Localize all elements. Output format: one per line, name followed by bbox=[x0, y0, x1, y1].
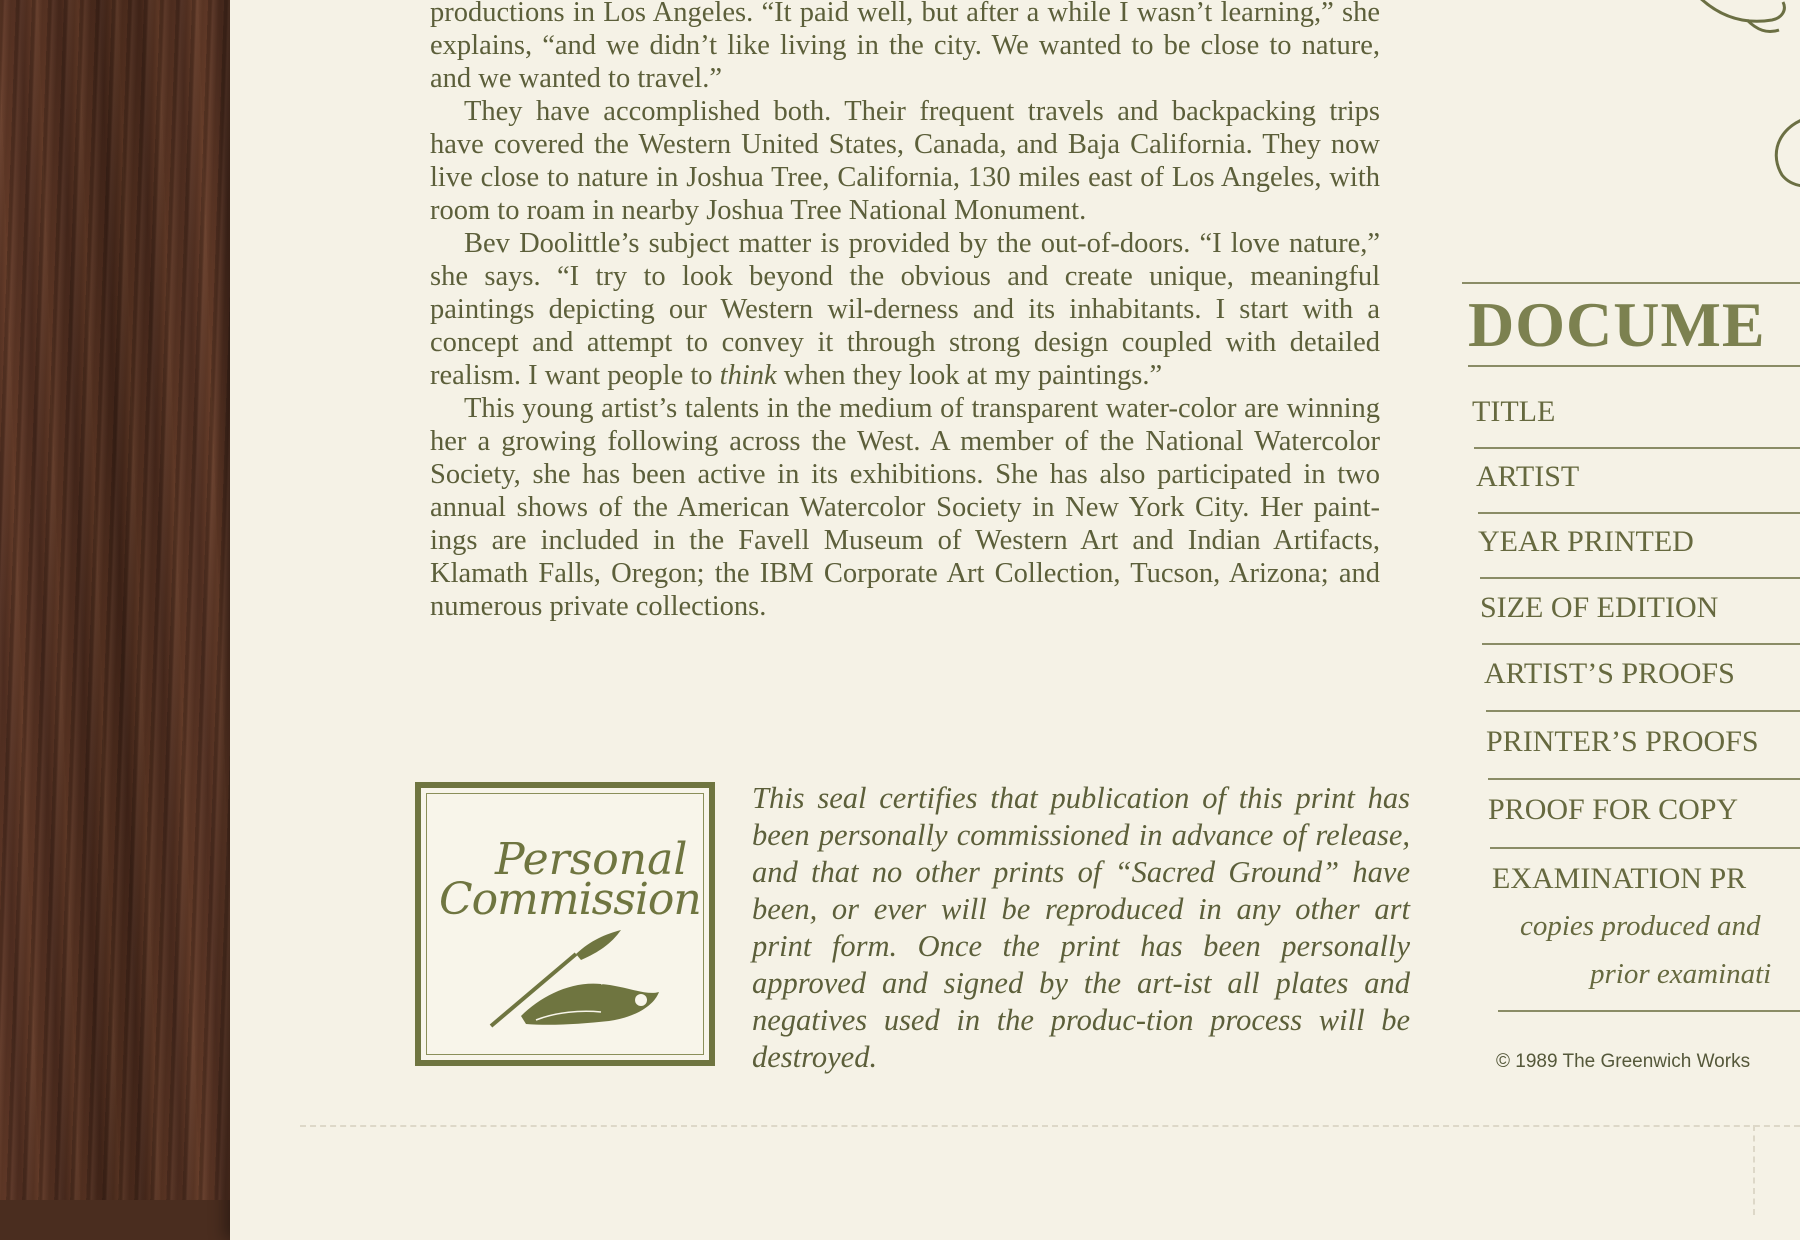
field-title: TITLE bbox=[1472, 395, 1556, 428]
bio-paragraph-1: productions in Los Angeles. “It paid well, but after a while I wasn’t learning,” she explains, “and we didn’t like living in the city. We wanted to be close to nature, and we wanted to travel.” bbox=[430, 0, 1380, 94]
field-rule bbox=[1488, 778, 1800, 780]
field-artists-proofs: ARTIST’S PROOFS bbox=[1484, 657, 1735, 690]
field-proof-for-copy: PROOF FOR COPY bbox=[1488, 793, 1739, 826]
seal-certification-text: This seal certifies that publication of this print has been personally commissioned in advance of release, and that no other prints of “Sacred Ground” have been, or ever will be reproduced in any other art print form. Once the print has been personally approved and signed by the art-ist all plates and negatives used in the produc-tion process will be destroyed. bbox=[752, 781, 1410, 1074]
documentation-heading: DOCUME bbox=[1468, 289, 1766, 360]
heading-top-rule bbox=[1462, 282, 1800, 284]
field-rule bbox=[1498, 1010, 1800, 1012]
seal-line-personal: Personal bbox=[495, 834, 688, 885]
field-rule bbox=[1478, 512, 1800, 514]
artist-biography bbox=[430, 0, 1380, 623]
decorative-flourish-icon bbox=[1687, 0, 1800, 40]
field-rule bbox=[1490, 847, 1800, 849]
field-printers-proofs: PRINTER’S PROOFS bbox=[1486, 725, 1759, 758]
field-size-of-edition: SIZE OF EDITION bbox=[1480, 591, 1719, 624]
examination-note-line-1: copies produced and bbox=[1520, 910, 1761, 942]
field-rule bbox=[1480, 577, 1800, 579]
seal-script-text bbox=[435, 834, 701, 925]
field-rule bbox=[1474, 447, 1800, 449]
emphasis-think: think bbox=[719, 360, 777, 391]
bio-paragraph-3 bbox=[430, 227, 1380, 392]
field-year-printed: YEAR PRINTED bbox=[1478, 525, 1694, 558]
field-rule bbox=[1486, 710, 1800, 712]
field-examination-proofs: EXAMINATION PR bbox=[1492, 862, 1747, 895]
bio-paragraph-3-text: Bev Doolittle’s subject matter is provided by the out-of-doors. “I love nature,” she says. “I try to look beyond the obvious and create unique, meaningful paintings depicting our Western wil-derness and its inhabitants. I start with a concept and attempt to convey it through strong design coupled with detailed realism. I want people to bbox=[430, 228, 1380, 391]
field-artist: ARTIST bbox=[1476, 460, 1580, 493]
perforation-line-vertical bbox=[1753, 1125, 1755, 1215]
personal-commission-seal bbox=[415, 782, 715, 1066]
bio-paragraph-4: This young artist’s talents in the medium of transparent water-color are winning her a growing following across the West. A member of the National Watercolor Society, she has been active in its exhibitions. She has also participated in two annual shows of the American Watercolor Society in New York City. Her paint-ings are included in the Favell Museum of Western Art and Indian Artifacts, Klamath Falls, Oregon; the IBM Corporate Art Collection, Tucson, Arizona; and numerous private collections. bbox=[430, 393, 1380, 622]
seal-line-commission: Commission bbox=[439, 874, 701, 925]
hand-with-quill-icon bbox=[481, 926, 671, 1036]
documentation-panel bbox=[1462, 0, 1800, 1200]
copyright-notice: © 1989 The Greenwich Works bbox=[1496, 1051, 1751, 1072]
bio-paragraph-3-end: when they look at my paintings.” bbox=[783, 360, 1163, 391]
examination-note-line-2: prior examinati bbox=[1590, 958, 1772, 990]
perforation-line bbox=[300, 1125, 1800, 1127]
heading-bottom-rule bbox=[1468, 365, 1800, 367]
bio-paragraph-2: They have accomplished both. Their frequent travels and backpacking trips have covered the Western United States, Canada, and Baja California. They now live close to nature in Joshua Tree, California, 130 miles east of Los Angeles, with room to roam in nearby Joshua Tree National Monument. bbox=[430, 96, 1380, 226]
field-rule bbox=[1482, 643, 1800, 645]
decorative-loop-icon bbox=[1762, 110, 1800, 190]
